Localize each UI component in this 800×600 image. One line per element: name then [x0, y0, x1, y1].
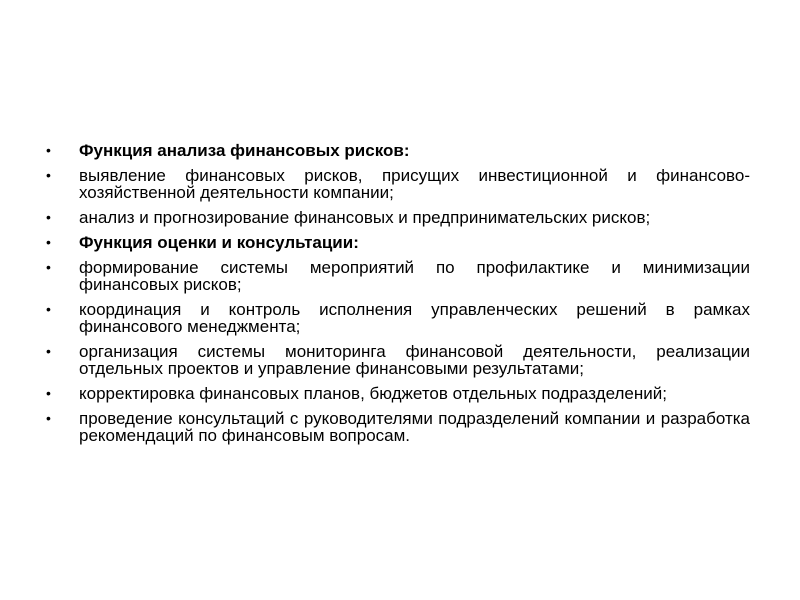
bullet-icon: • — [46, 301, 51, 317]
list-item-text: анализ и прогнозирование финансовых и предпринимательских рисков; — [79, 208, 651, 227]
bullet-icon: • — [46, 167, 51, 183]
list-item-text: выявление финансовых рисков, присущих инвестиционной и финансово-хозяйственной деятельности компании; — [79, 166, 750, 202]
bullet-icon: • — [46, 385, 51, 401]
section-heading-analysis: Функция анализа финансовых рисков: — [79, 141, 410, 160]
list-item-text: координация и контроль исполнения управленческих решений в рамках финансового менеджмента; — [79, 300, 750, 336]
bullet-list — [44, 142, 750, 452]
list-item — [44, 167, 750, 201]
bullet-icon: • — [46, 209, 51, 225]
list-item — [44, 234, 750, 251]
bullet-icon: • — [46, 234, 51, 250]
list-item — [44, 301, 750, 335]
list-item — [44, 259, 750, 293]
list-item-text: корректировка финансовых планов, бюджетов отдельных подразделений; — [79, 384, 667, 403]
list-item — [44, 209, 750, 226]
list-item-text: формирование системы мероприятий по профилактике и минимизации финансовых рисков; — [79, 258, 750, 294]
section-heading-evaluation: Функция оценки и консультации: — [79, 233, 359, 252]
list-item-text: проведение консультаций с руководителями подразделений компании и разработка рекомендаций по финансовым вопросам. — [79, 409, 750, 445]
bullet-icon: • — [46, 410, 51, 426]
list-item-text: организация системы мониторинга финансовой деятельности, реализации отдельных проектов и управление финансовыми результатами; — [79, 342, 750, 378]
bullet-icon: • — [46, 343, 51, 359]
list-item — [44, 385, 750, 402]
bullet-icon: • — [46, 142, 51, 158]
list-item — [44, 343, 750, 377]
list-item — [44, 142, 750, 159]
bullet-icon: • — [46, 259, 51, 275]
list-item — [44, 410, 750, 444]
